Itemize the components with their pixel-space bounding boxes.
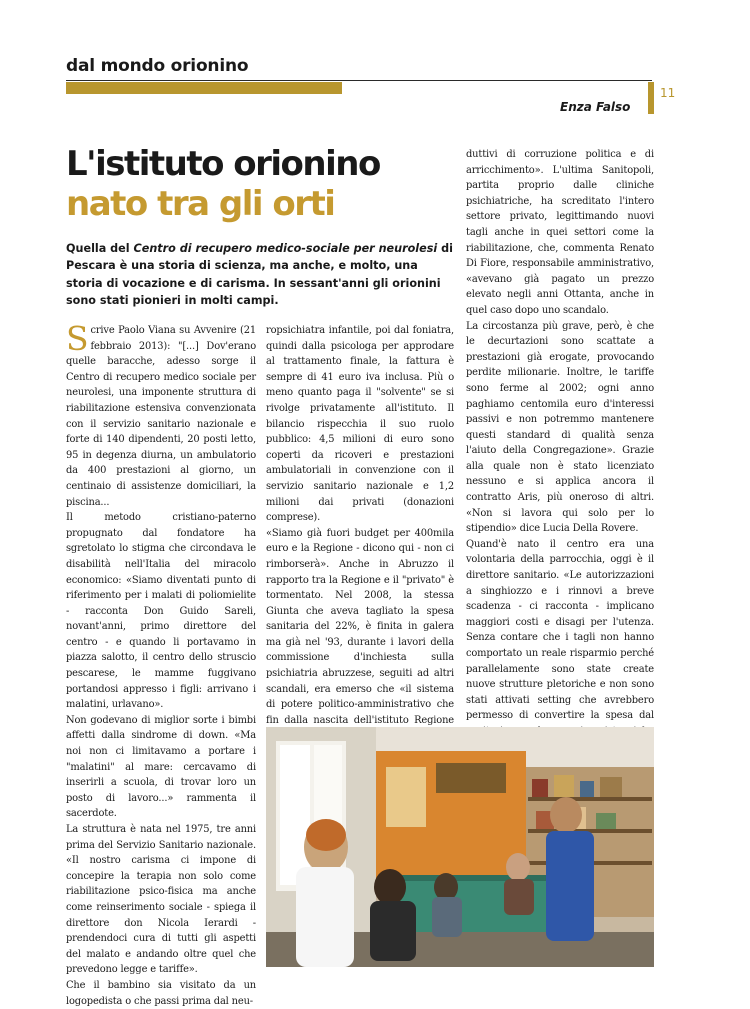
lead-intro: Quella del (66, 242, 134, 255)
paragraph: La circostanza più grave, però, è che le decurtazioni sono scattate a prestazioni già erogate, provocando perdite milionarie. Inoltre, le tariffe sono ferme al 2002; ogni anno paghiamo centomila euro d'interessi passivi e non potremmo mantenere questi standard di qualità senza l'aiuto della Congregazione». Grazie alla quale non è stato licenziato nessuno e si applica ancora il contratto Aris, più oneroso di altri. «Non si lavora qui solo per lo stipendio» dice Lucia Della Rovere. (466, 320, 654, 535)
page-number-bar (648, 82, 654, 114)
paragraph: Che il bambino sia visitato da un logopedista o che passi prima dal neu- (66, 979, 256, 1007)
paragraph: La struttura è nata nel 1975, tre anni prima del Servizio Sanitario nazionale. «Il nostro carisma ci impone di concepire la terapia non solo come riabilitazione psico-fisica ma anche come reinserimento sociale - spiega il direttore don Nicola Ierardi - prendendoci cura di tutti gli aspetti del malato e andando oltre quel che prevedono legge e tariffe». (66, 824, 256, 976)
workshop-photo (266, 727, 654, 967)
page-number: 11 (660, 86, 676, 100)
lead-rest: di Pescara è una storia di scienza, ma anche, e molto, una storia di vocazione e di carisma. In sessant'anni gli orionini sono stati pionieri in molti campi. (66, 242, 453, 307)
paragraph: Non godevano di miglior sorte i bimbi affetti dalla sindrome di down. «Ma noi non ci limitavamo a portare i "malatini" al mare: cercavamo di inserirli a scuola, di trovar loro un posto di lavoro...» rammenta il sacerdote. (66, 714, 256, 820)
author-byline: Enza Falso (560, 100, 631, 114)
lead-paragraph (66, 240, 458, 309)
paragraph: Quand'è nato il centro era una volontaria della parrocchia, oggi è il direttore sanitario. «Le autorizzazioni a singhiozzo e i rinnovi a breve scadenza - ci racconta - implicano maggiori costi e disagi per l'utenza. Senza contare che i tagli non hanno comportato un reale risparmio perché parallelamente sono state create nuove strutture pletoriche e non sono stati attivati setting che avrebbero permesso di convertire la spesa dal (466, 538, 654, 722)
paragraph: «Siamo già fuori budget per 400mila euro e la Regione - dicono qui - non ci rimborserà». Anche in Abruzzo il rapporto tra la Regione e il "privato" è tormentato. Nel 2008, la stessa Giunta che aveva tagliato la spesa sanitaria del 22%, è finita in galera ma già nel '93, durante i lavori della commissione d'inchiesta sulla psichiatria abruzzese, seguiti ad altri scandali, era emerso che «il sistema di potere politico-amministrativo che fin dalla nascita dell'istituto Regione (266, 527, 454, 726)
section-label: dal mondo orionino (66, 56, 249, 76)
paragraph: Scrive Paolo Viana su Avvenire (21 febbraio 2013): "[...] Dov'erano quelle baracche, adesso sorge il Centro di recupero medico sociale per neurolesi, una imponente struttura di riabilitazione estensiva convenzionata con il servizio sanitario nazionale e forte di 140 dipendenti, 20 posti letto, 95 in degenza diurna, un ambulatorio da 400 prestazioni al giorno, un centinaio di assistenze domiciliari, la piscina... (66, 319, 256, 508)
body-column-3 (466, 147, 654, 727)
drop-cap: S (66, 319, 89, 358)
paragraph: duttivi di corruzione politica e di arricchimento». L'ultima Sanitopoli, partita proprio dalle cliniche psichiatriche, ha screditato l'intero settore privato, legittimando nuovi tagli anche in quei settori come la riabilitazione, che, commenta Renato Di Fiore, responsabile amministrativo, «avevano già pagato un prezzo elevato negli anni Ottanta, anche in quel caso dopo uno scandalo. (466, 149, 654, 316)
header-accent-bar (66, 82, 342, 94)
body-column-1 (66, 319, 256, 1007)
headline-line-1: L'istituto orionino (66, 144, 380, 184)
body-column-2 (266, 323, 454, 726)
headline-line-2: nato tra gli orti (66, 184, 335, 224)
header-rule (66, 80, 652, 81)
paragraph: ropsichiatra infantile, poi dal foniatra, quindi dalla psicologa per approdare al trattamento finale, la fattura è sempre di 41 euro iva inclusa. Più o meno quanto paga il "solvente" se si rivolge privatamente all'istituto. Il bilancio rispecchia il suo ruolo pubblico: 4,5 milioni di euro sono coperti da ricoveri e prestazioni ambulatoriali in convenzione con il servizio sanitario nazionale e 1,2 milioni dai privati (donazioni comprese). (266, 325, 454, 524)
paragraph: Il metodo cristiano-paterno propugnato dal fondatore ha sgretolato lo stigma che circondava le disabilità nell'Italia del miracolo economico: «Siamo diventati punto di riferimento per i malati di poliomielite - racconta Don Guido Sareli, novant'anni, primo direttore del centro - e quando li portavamo in piazza salotto, il centro dello struscio pescarese, le mamme fuggivano portandosi appresso i figli: arrivano i malatini, urlavano». (66, 512, 256, 711)
lead-italic: Centro di recupero medico-sociale per neurolesi (133, 242, 438, 255)
